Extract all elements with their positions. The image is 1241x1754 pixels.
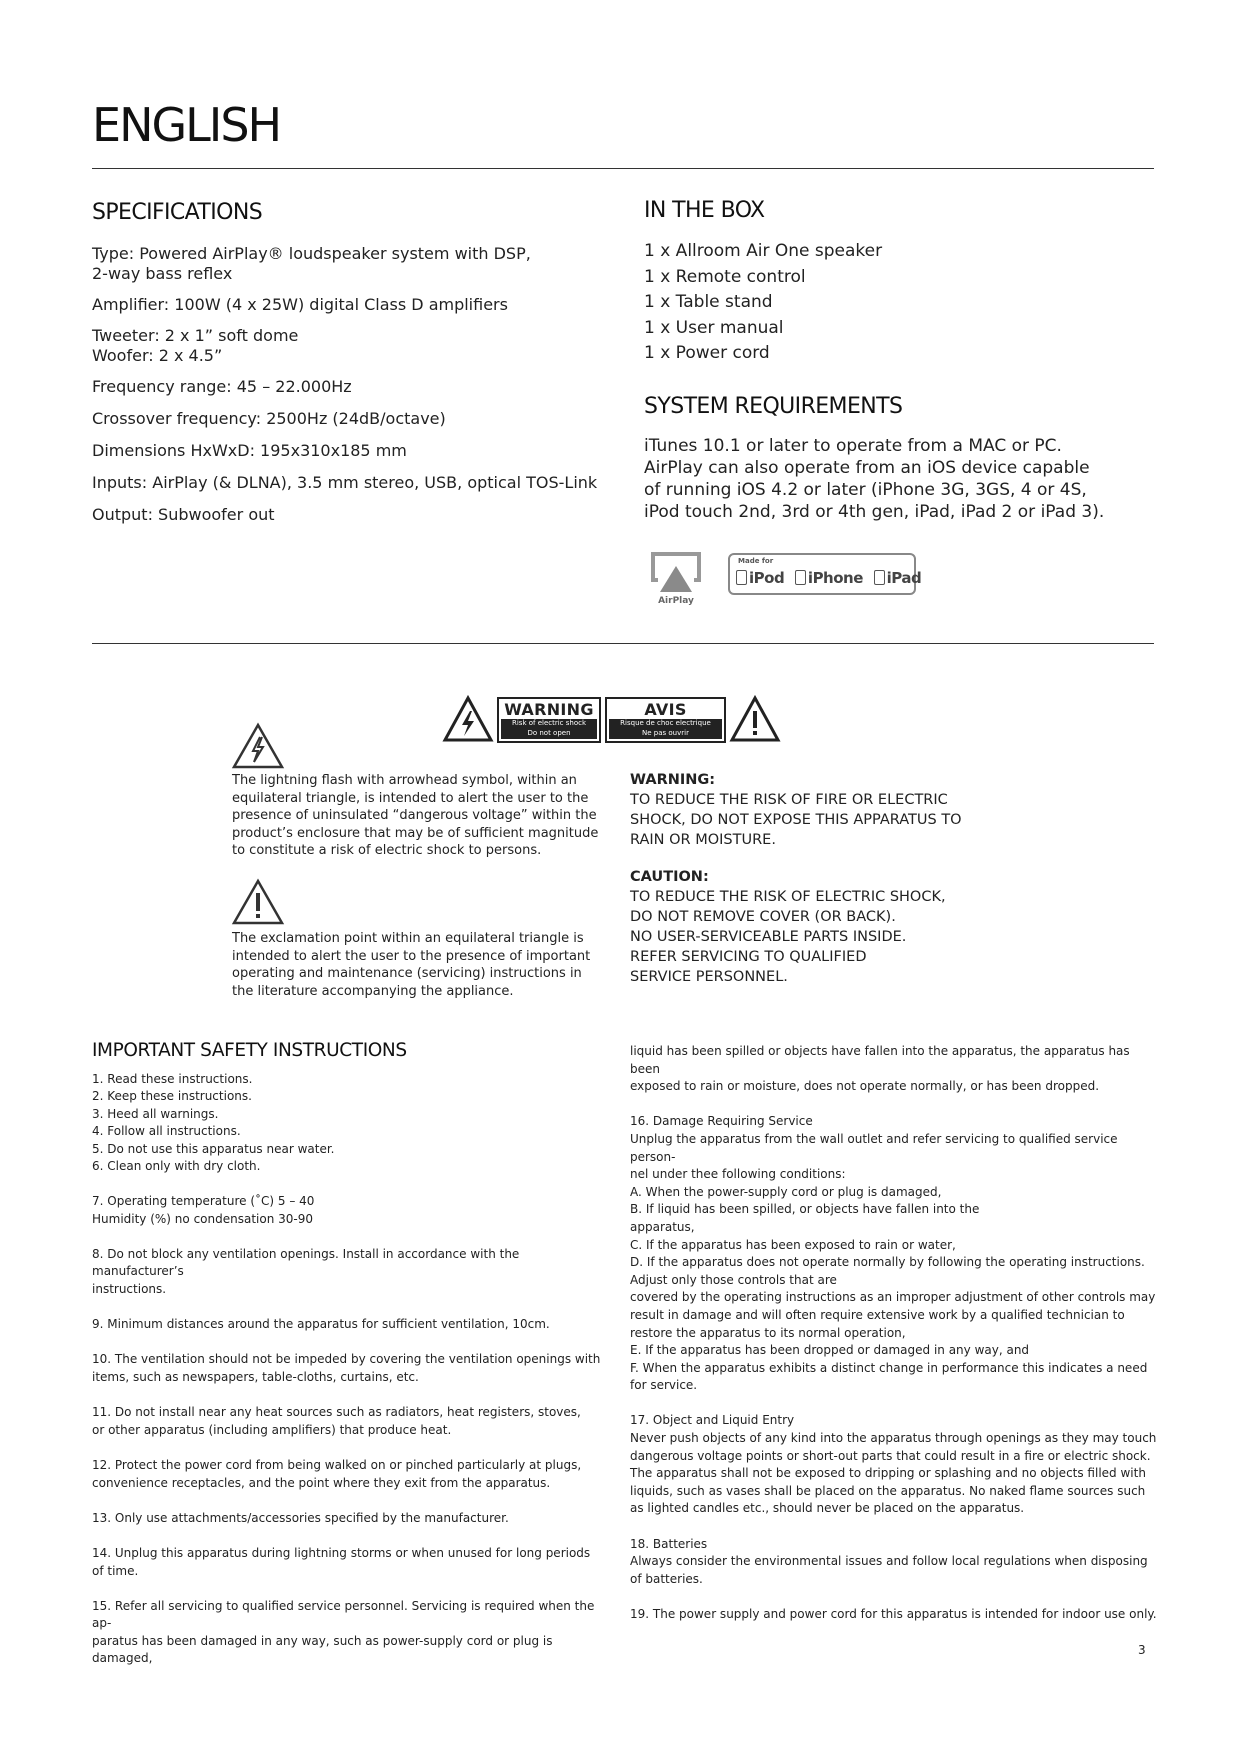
made-for-label: Made for bbox=[738, 557, 774, 565]
airplay-icon bbox=[648, 550, 704, 596]
safety-heading: IMPORTANT SAFETY INSTRUCTIONS bbox=[92, 1040, 407, 1061]
safety-item-17: 17. Object and Liquid Entry Never push objects of any kind into the apparatus through openings as they may touch dangerous voltage points or short-out parts that could result in a fire or electric shock. The apparatus shall not be exposed to dripping or splashing and no objects filled with liquids, such as vases shall be placed on the apparatus. No naked flame sources such as lighted candles etc., should never be placed on the apparatus. bbox=[630, 1413, 1157, 1516]
safety-item-13: 13. Only use attachments/accessories specified by the manufacturer. bbox=[92, 1510, 509, 1525]
safety-left-column bbox=[92, 1071, 612, 1668]
exclamation-symbol-text: The exclamation point within an equilateral triangle is intended to alert the user to the presence of important operating and maintenance (servicing) instructions in the literature accompanying the appliance. bbox=[232, 931, 591, 999]
list-item: 2. Keep these instructions. bbox=[92, 1089, 252, 1104]
safety-item-7: 7. Operating temperature (˚C) 5 – 40 Humidity (%) no condensation 30-90 bbox=[92, 1194, 315, 1226]
made-for-iphone: iPhone bbox=[807, 569, 863, 587]
spec-amplifier: Amplifier: 100W (4 x 25W) digital Class D amplifiers bbox=[92, 295, 508, 314]
spec-inputs: Inputs: AirPlay (& DLNA), 3.5 mm stereo, USB, optical TOS-Link bbox=[92, 473, 598, 492]
box-item: 1 x Table stand bbox=[644, 292, 773, 312]
safety-basic-list bbox=[92, 1071, 612, 1175]
in-the-box-list bbox=[644, 239, 1124, 367]
caution-heading: CAUTION: bbox=[630, 869, 709, 885]
safety-item-15: 15. Refer all servicing to qualified service personnel. Servicing is required when the ap- paratus has been damaged in any way, such as power-supply cord or plug is damaged, bbox=[92, 1598, 595, 1666]
safety-item-15-cont: liquid has been spilled or objects have fallen into the apparatus, the apparatus has been exposed to rain or moisture, does not operate normally, or has been dropped. bbox=[630, 1044, 1130, 1094]
page-number: 3 bbox=[1138, 1643, 1146, 1657]
box-item: 1 x Allroom Air One speaker bbox=[644, 241, 883, 261]
middle-divider bbox=[92, 643, 1154, 644]
warning-label-title: WARNING bbox=[504, 700, 594, 719]
avis-label-box bbox=[605, 697, 726, 743]
top-divider bbox=[92, 168, 1154, 169]
spec-frequency: Frequency range: 45 – 22.000Hz bbox=[92, 377, 352, 396]
page-title: ENGLISH bbox=[92, 98, 281, 152]
list-item: 6. Clean only with dry cloth. bbox=[92, 1159, 261, 1174]
spec-drivers: Tweeter: 2 x 1” soft dome Woofer: 2 x 4.5” bbox=[92, 326, 299, 365]
list-item: 5. Do not use this apparatus near water. bbox=[92, 1141, 335, 1156]
system-requirements-text: iTunes 10.1 or later to operate from a MAC or PC. AirPlay can also operate from an iOS device capable of running iOS 4.2 or later (iPhone 3G, 3GS, 4 or 4S, iPod touch 2nd, 3rd or 4th gen, iPad, iPad 2 or iPad 3). bbox=[644, 436, 1105, 522]
system-requirements-heading: SYSTEM REQUIREMENTS bbox=[644, 394, 903, 419]
box-item: 1 x User manual bbox=[644, 317, 784, 338]
safety-right-column bbox=[630, 1043, 1160, 1624]
list-item: 1. Read these instructions. bbox=[92, 1072, 253, 1086]
specifications-heading: SPECIFICATIONS bbox=[92, 200, 263, 225]
exclamation-symbol-icon bbox=[231, 878, 285, 926]
avis-label-sub: Risque de choc electrique Ne pas ouvrir bbox=[609, 719, 722, 740]
ipod-icon bbox=[736, 570, 747, 585]
warning-label-sub: Risk of electric shock Do not open bbox=[501, 719, 597, 740]
made-for-ipod: iPod bbox=[749, 569, 785, 587]
box-item: 1 x Power cord bbox=[644, 343, 770, 363]
made-for-badge bbox=[728, 553, 922, 595]
safety-item-16: 16. Damage Requiring Service Unplug the apparatus from the wall outlet and refer servicing to qualified service person- nel under thee following conditions: A. When the power-supply cord or plug is damaged, B. If liquid has been spilled, or objects have fallen into the apparatus, C. If the apparatus has been exposed to rain or water, D. If the apparatus does not operate normally by following the operating instructions. Adjust only those controls that are covered by the operating instructions as an improper adjustment of other controls may result in damage and will often require extensive work by a qualified technician to restore the apparatus to its normal operation, E. If the apparatus has been dropped or damaged in any way, and F. When the apparatus exhibits a distinct change in performance this indicates a need for service. bbox=[630, 1114, 1156, 1393]
safety-item-19: 19. The power supply and power cord for this apparatus is intended for indoor use only. bbox=[630, 1607, 1157, 1621]
airplay-label: AirPlay bbox=[658, 596, 694, 606]
safety-item-10: 10. The ventilation should not be impeded by covering the ventilation openings with items, such as newspapers, table-cloths, curtains, etc. bbox=[92, 1352, 601, 1384]
safety-item-8: 8. Do not block any ventilation openings. Install in accordance with the manufacturer’s instructions. bbox=[92, 1246, 520, 1296]
safety-item-12: 12. Protect the power cord from being walked on or pinched particularly at plugs, convenience receptacles, and the point where they exit from the apparatus. bbox=[92, 1457, 582, 1490]
safety-item-9: 9. Minimum distances around the apparatus for sufficient ventilation, 10cm. bbox=[92, 1317, 550, 1332]
safety-item-18: 18. Batteries Always consider the environmental issues and follow local regulations when disposing of batteries. bbox=[630, 1536, 1148, 1586]
list-item: 3. Heed all warnings. bbox=[92, 1106, 219, 1121]
ipad-icon bbox=[874, 570, 885, 585]
iphone-icon bbox=[795, 570, 806, 585]
warning-label-box bbox=[497, 697, 601, 743]
warning-heading: WARNING: bbox=[630, 772, 716, 788]
spec-type: Type: Powered AirPlay® loudspeaker system with DSP, 2-way bass reflex bbox=[92, 244, 531, 283]
specifications-list bbox=[92, 244, 612, 536]
lightning-symbol-icon bbox=[231, 722, 285, 770]
lightning-symbol-text: The lightning flash with arrowhead symbol, within an equilateral triangle, is intended to alert the user to the presence of uninsulated “dangerous voltage” within the product’s enclosure that may be of sufficient magnitude to constitute a risk of electric shock to persons. bbox=[232, 773, 599, 858]
spec-crossover: Crossover frequency: 2500Hz (24dB/octave) bbox=[92, 409, 446, 428]
airplay-logo bbox=[648, 550, 704, 610]
exclamation-triangle-icon bbox=[729, 695, 781, 743]
lightning-triangle-icon bbox=[442, 695, 494, 743]
avis-label-title: AVIS bbox=[644, 700, 687, 719]
in-the-box-heading: IN THE BOX bbox=[644, 198, 765, 223]
spec-output: Output: Subwoofer out bbox=[92, 505, 275, 524]
safety-item-14: 14. Unplug this apparatus during lightning storms or when unused for long periods of time. bbox=[92, 1545, 591, 1578]
made-for-ipad: iPad bbox=[886, 569, 922, 587]
warning-text: TO REDUCE THE RISK OF FIRE OR ELECTRIC SHOCK, DO NOT EXPOSE THIS APPARATUS TO RAIN OR MOISTURE. bbox=[630, 792, 962, 848]
safety-item-11: 11. Do not install near any heat sources such as radiators, heat registers, stoves, or other apparatus (including amplifiers) that produce heat. bbox=[92, 1405, 581, 1437]
made-for-items bbox=[736, 569, 921, 587]
spec-dimensions: Dimensions HxWxD: 195x310x185 mm bbox=[92, 441, 407, 460]
caution-text: TO REDUCE THE RISK OF ELECTRIC SHOCK, DO NOT REMOVE COVER (OR BACK). NO USER-SERVICEABLE PARTS INSIDE. REFER SERVICING TO QUALIFIED SERVICE PERSONNEL. bbox=[630, 889, 946, 985]
box-item: 1 x Remote control bbox=[644, 266, 806, 287]
list-item: 4. Follow all instructions. bbox=[92, 1124, 241, 1139]
